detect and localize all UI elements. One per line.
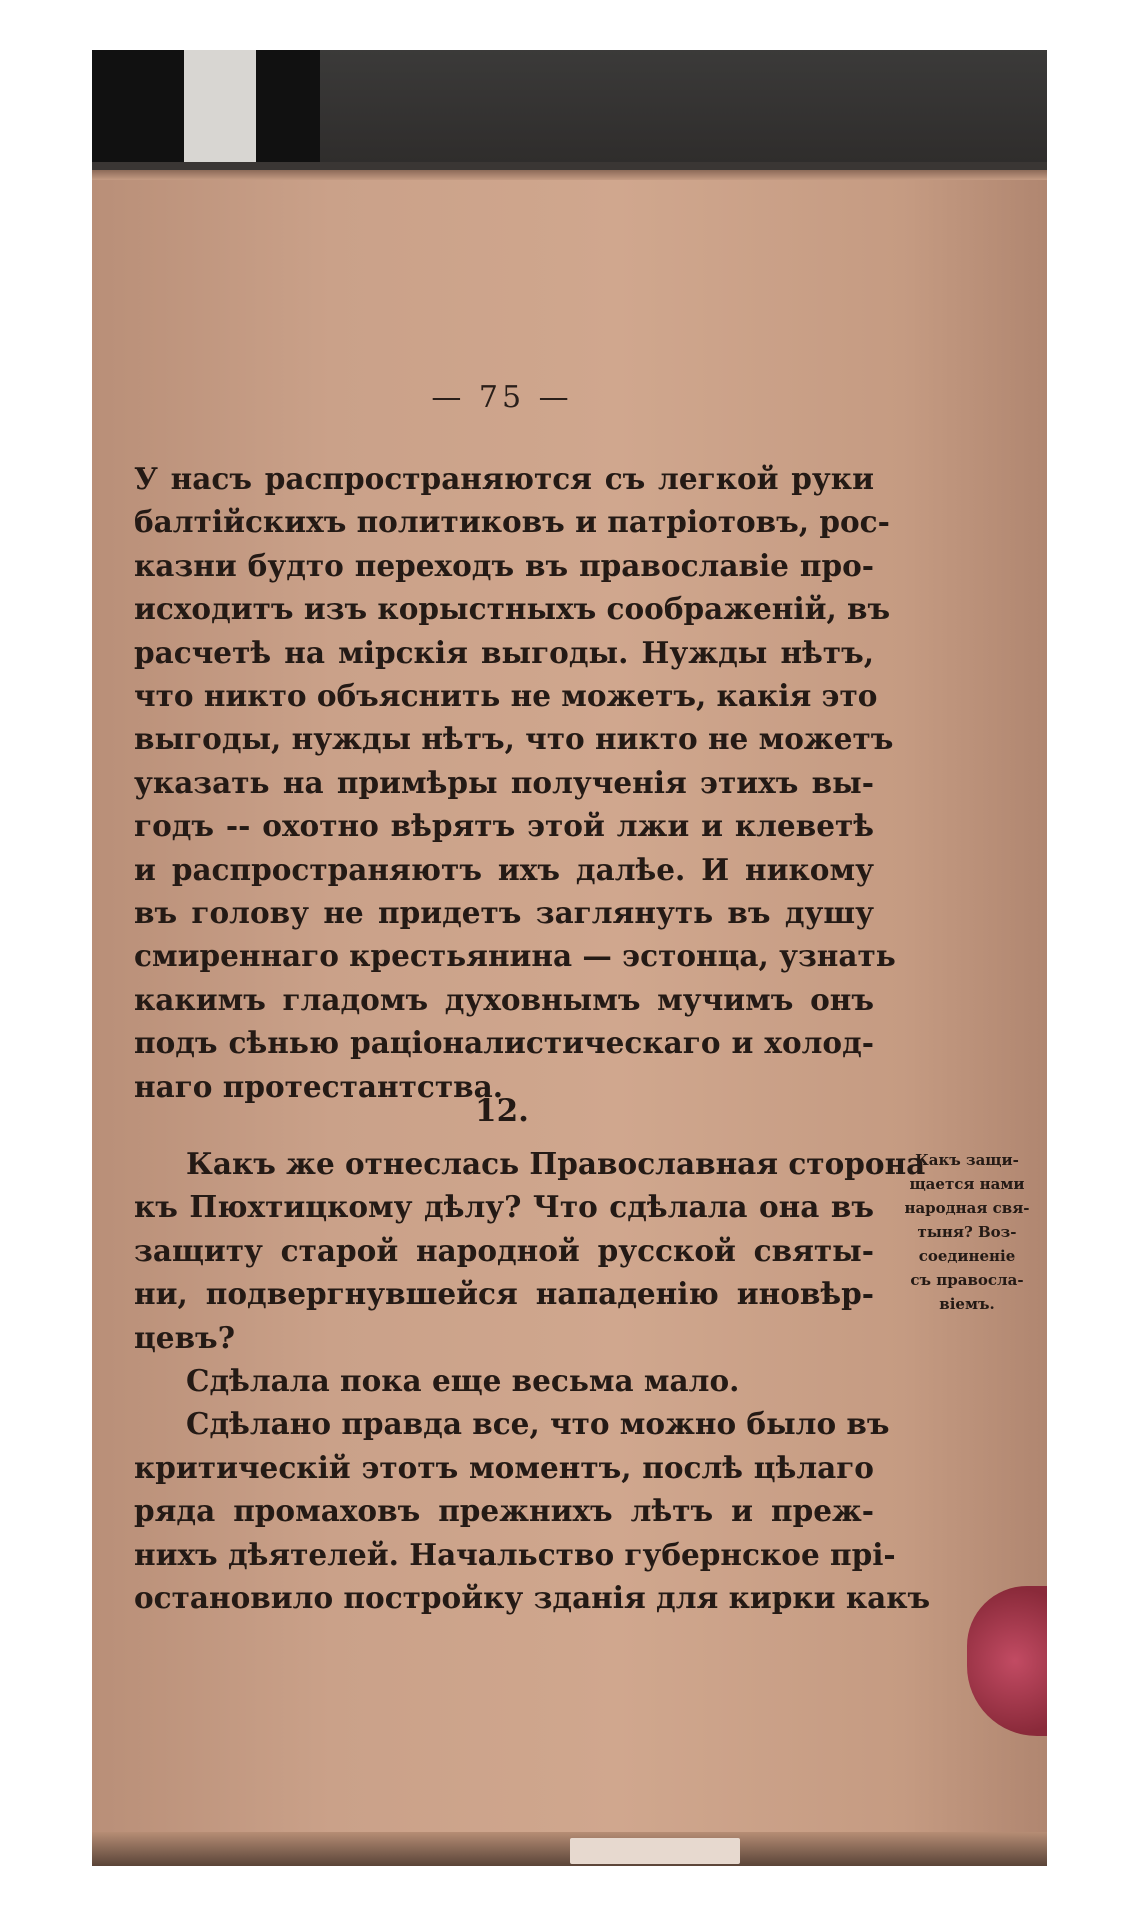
calibration-square — [92, 50, 184, 106]
text-line: ряда промаховъ прежнихъ лѣтъ и преж- — [134, 1493, 874, 1529]
calibration-square — [256, 106, 320, 162]
text-line: какимъ гладомъ духовнымъ мучимъ онъ — [134, 981, 874, 1017]
text-line: подъ сѣнью раціоналистическаго и холод- — [134, 1025, 874, 1061]
scanned-book-page — [92, 50, 1047, 1866]
text-line: цевъ? — [134, 1319, 235, 1355]
text-line: ни, подвергнувшейся нападенію иновѣр- — [134, 1276, 874, 1312]
text-line: критическій этотъ моментъ, послѣ цѣлаго — [134, 1449, 874, 1485]
text-line: остановило постройку зданія для кирки какъ — [134, 1580, 931, 1616]
text-line: нихъ дѣятелей. Начальство губернское прі- — [134, 1536, 896, 1572]
marginal-note-line: віемъ. — [939, 1295, 995, 1313]
text-line: исходитъ изъ корыстныхъ соображеній, въ — [134, 591, 891, 627]
marginal-note-line: съ правосла- — [910, 1271, 1024, 1289]
text-line: наго протестантства. — [134, 1068, 504, 1104]
text-line: защиту старой народной русской святы- — [134, 1232, 874, 1268]
text-line: въ голову не придетъ заглянуть въ душу — [134, 895, 874, 931]
text-line: что никто объяснить не можетъ, какія это — [134, 678, 878, 714]
text-line: указать на примѣры полученія этихъ вы- — [134, 764, 874, 800]
text-line: выгоды, нужды нѣтъ, что никто не можетъ — [134, 721, 894, 757]
calibration-square — [256, 50, 320, 106]
paragraph-2 — [134, 1142, 931, 1619]
paper-page — [92, 170, 1047, 1866]
marginal-note-line: тыня? Воз- — [917, 1223, 1017, 1241]
text-line: годъ -- охотно вѣрятъ этой лжи и клеветѣ — [134, 808, 874, 844]
marginal-note-line: соединеніе — [918, 1247, 1016, 1265]
marginal-note-line: Какъ защи- — [915, 1151, 1019, 1169]
calibration-square — [92, 106, 184, 162]
text-line: Сдѣлано правда все, что можно было въ — [186, 1406, 890, 1442]
scanner-background — [92, 50, 1047, 162]
calibration-square — [184, 106, 256, 162]
text-line: балтійскихъ политиковъ и патріотовъ, рос- — [134, 504, 890, 540]
text-line: казни будто переходъ въ православіе про- — [134, 547, 874, 583]
calibration-square — [184, 50, 256, 106]
paragraph-1 — [134, 457, 896, 1108]
text-line: смиреннаго крестьянина — эстонца, узнать — [134, 938, 896, 974]
page-edge — [92, 170, 1047, 180]
marginal-note-line: щается нами — [909, 1175, 1025, 1193]
text-line: и распространяютъ ихъ далѣе. И никому — [134, 851, 874, 887]
text-line: къ Пюхтицкому дѣлу? Что сдѣлала она въ — [134, 1189, 874, 1225]
section-number: 12. — [475, 1093, 529, 1129]
text-line: расчетѣ на мірскія выгоды. Нужды нѣтъ, — [134, 634, 874, 670]
text-line: У насъ распространяются съ легкой руки — [134, 461, 874, 496]
page-number: — 75 — — [431, 380, 573, 415]
page-tab — [570, 1838, 740, 1864]
text-line: Сдѣлала пока еще весьма мало. — [186, 1363, 740, 1399]
text-line: Какъ же отнеслась Православная сторона — [186, 1146, 926, 1181]
scanner-finger — [967, 1586, 1047, 1736]
marginal-note-line: народная свя- — [904, 1199, 1030, 1217]
marginal-note — [892, 1148, 1042, 1316]
